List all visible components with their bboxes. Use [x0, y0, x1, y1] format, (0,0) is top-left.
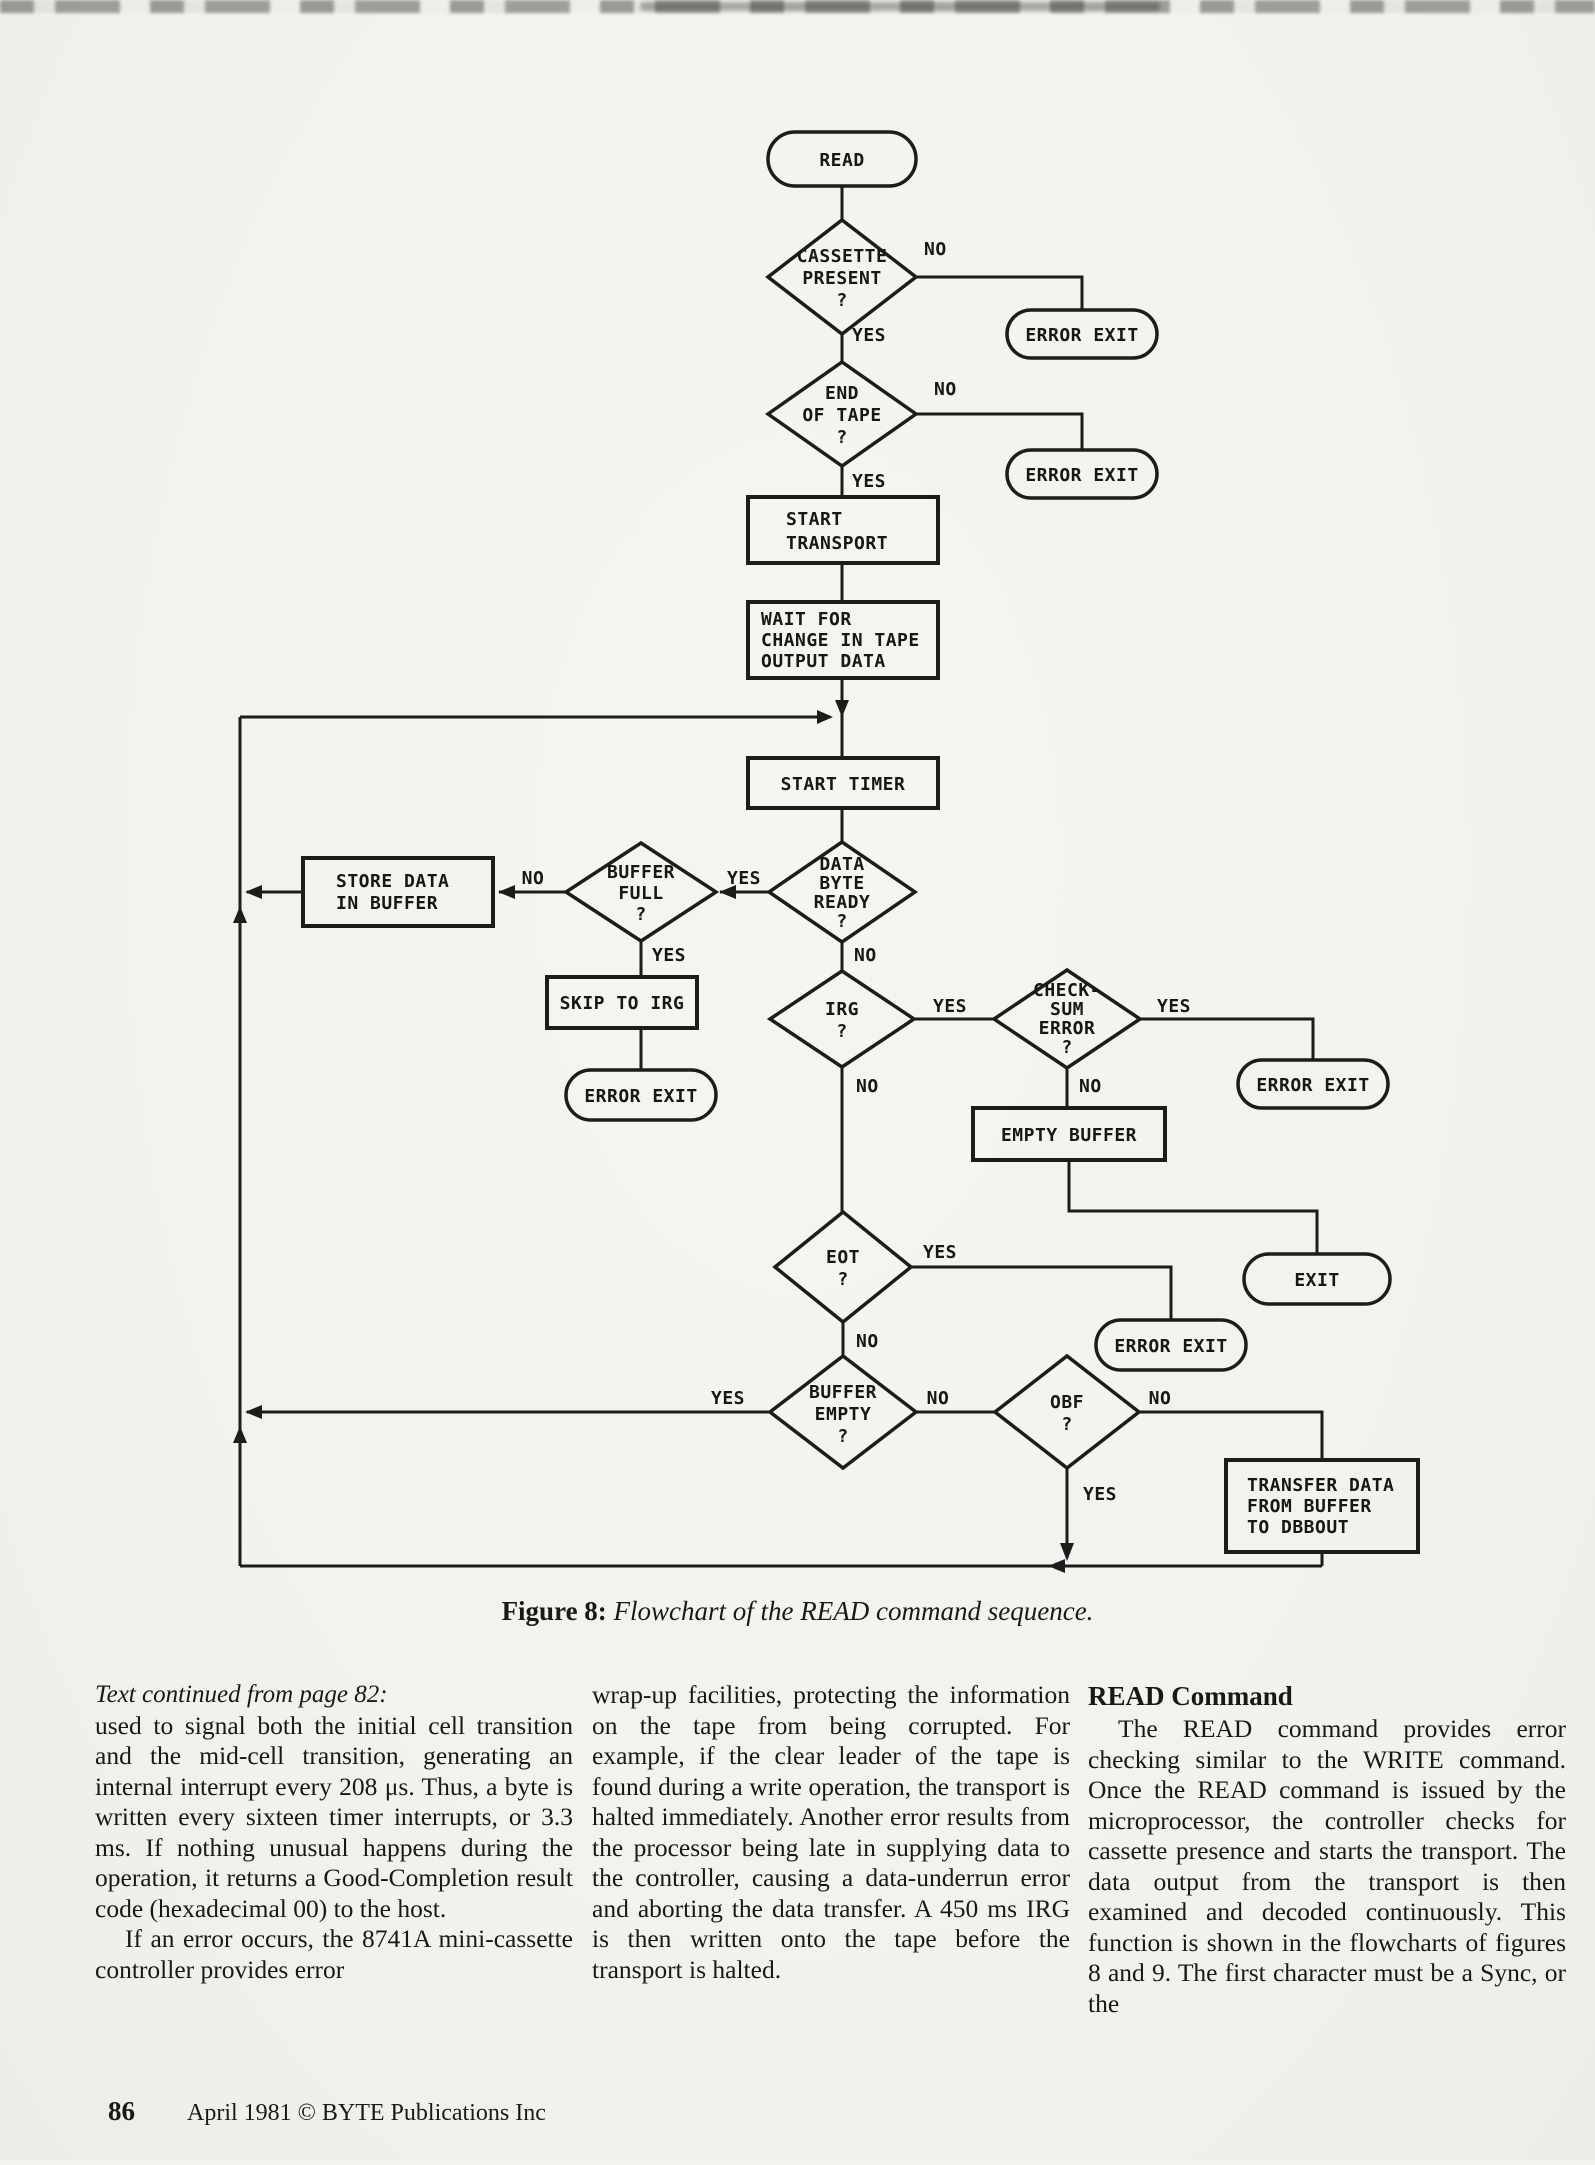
end-of-tape-line1: END	[824, 383, 860, 404]
label-no-endtape: NO	[934, 379, 957, 400]
error-exit-1-label: ERROR EXIT	[1025, 325, 1139, 346]
irg-line1: IRG	[824, 999, 860, 1020]
label-no-bufferempty: NO	[926, 1388, 950, 1409]
label-yes-eot: YES	[922, 1242, 958, 1263]
buffer-full-line2: FULL	[618, 883, 664, 904]
article-column-1	[95, 1680, 573, 1985]
node-eot	[775, 1212, 911, 1322]
label-yes-bufferempty: YES	[710, 1388, 746, 1409]
error-exit-2-label: ERROR EXIT	[1025, 465, 1139, 486]
node-error-exit-4	[1238, 1060, 1388, 1108]
node-cassette-present	[768, 220, 916, 334]
scan-artifact-smudge	[640, 2, 1160, 11]
exit-label: EXIT	[1294, 1270, 1340, 1291]
data-byte-ready-line3: READY	[813, 892, 871, 913]
store-data-line1: STORE DATA	[336, 871, 450, 892]
wait-line3: OUTPUT DATA	[761, 651, 886, 672]
error-exit-5-label: ERROR EXIT	[1114, 1336, 1228, 1357]
node-error-exit-2	[1007, 450, 1157, 498]
node-skip-to-irg	[547, 977, 697, 1028]
transfer-line3: TO DBBOUT	[1247, 1517, 1350, 1538]
checksum-error-line2: SUM	[1049, 999, 1085, 1020]
column2-paragraph-1: wrap-up facilities, protecting the information on the tape from being corrupted. For example, if the clear leader of the tape is found during a write operation, the transport is halted immediately. Another error results from the processor being late in supplying data to the controller, causing a data-underrun error and aborting the data transfer. A 450 ms IRG is then written onto the tape before the transport is halted.	[592, 1680, 1070, 1984]
cassette-present-line2: PRESENT	[802, 268, 882, 289]
page-number: 86	[108, 2096, 135, 2126]
label-yes-irg: YES	[932, 996, 968, 1017]
node-error-exit-1	[1007, 310, 1157, 358]
data-byte-ready-line1: DATA	[819, 854, 865, 875]
figure-caption-text: Flowchart of the READ command sequence.	[606, 1596, 1094, 1626]
checksum-error-line1: CHECK-	[1032, 980, 1102, 1001]
start-timer-label: START TIMER	[780, 774, 906, 795]
wait-line2: CHANGE IN TAPE	[761, 630, 920, 651]
transfer-line2: FROM BUFFER	[1247, 1496, 1372, 1517]
node-store-data	[303, 858, 493, 926]
node-read	[768, 132, 916, 186]
data-byte-ready-line2: BYTE	[819, 873, 865, 894]
cassette-present-line3: ?	[836, 290, 848, 311]
obf-line2: ?	[1061, 1414, 1073, 1435]
node-error-exit-3	[566, 1070, 716, 1120]
label-yes-checksum: YES	[1156, 996, 1192, 1017]
checksum-error-line3: ERROR	[1038, 1018, 1096, 1039]
article-column-3	[1088, 1680, 1566, 2019]
node-end-of-tape	[768, 362, 916, 466]
node-obf	[995, 1356, 1139, 1468]
continued-note: Text continued from page 82:	[95, 1681, 388, 1708]
node-buffer-full	[566, 843, 716, 941]
buffer-full-line3: ?	[635, 904, 647, 925]
node-empty-buffer	[973, 1108, 1165, 1160]
figure-caption-number: Figure 8:	[501, 1596, 607, 1626]
node-checksum-error	[994, 970, 1140, 1068]
checksum-error-line4: ?	[1061, 1037, 1073, 1058]
node-start-timer	[748, 758, 938, 808]
label-no-bufferfull: NO	[521, 868, 545, 889]
error-exit-3-label: ERROR EXIT	[584, 1086, 698, 1107]
label-no-checksum: NO	[1079, 1076, 1102, 1097]
eot-line2: ?	[837, 1269, 849, 1290]
skip-to-irg-label: SKIP TO IRG	[559, 993, 685, 1014]
start-transport-line1: START	[786, 509, 843, 530]
transfer-line1: TRANSFER DATA	[1247, 1475, 1395, 1496]
label-yes-obf: YES	[1083, 1484, 1118, 1505]
article-column-2	[592, 1680, 1070, 1985]
label-yes-endtape: YES	[852, 471, 887, 492]
label-no-obf: NO	[1148, 1388, 1172, 1409]
node-start-transport	[748, 497, 938, 563]
node-data-byte-ready	[769, 842, 915, 942]
buffer-full-line1: BUFFER	[606, 862, 676, 883]
buffer-empty-line3: ?	[837, 1426, 849, 1447]
section-heading-read-command: READ Command	[1088, 1681, 1293, 1711]
node-buffer-empty	[770, 1356, 916, 1468]
end-of-tape-line3: ?	[836, 427, 848, 448]
obf-line1: OBF	[1049, 1392, 1085, 1413]
buffer-empty-line1: BUFFER	[808, 1382, 878, 1403]
cassette-present-line1: CASSETTE	[796, 246, 888, 267]
wait-line1: WAIT FOR	[761, 609, 852, 630]
store-data-line2: IN BUFFER	[336, 893, 439, 914]
figure-caption	[0, 1596, 1595, 1627]
node-wait-for-change	[748, 602, 938, 678]
start-transport-line2: TRANSPORT	[786, 533, 889, 554]
buffer-empty-line2: EMPTY	[814, 1404, 872, 1425]
label-yes-bufferfull: YES	[652, 945, 687, 966]
label-yes-cassette: YES	[852, 325, 887, 346]
node-irg	[770, 971, 914, 1067]
label-no-irg: NO	[856, 1076, 879, 1097]
end-of-tape-line2: OF TAPE	[802, 405, 882, 426]
irg-line2: ?	[836, 1021, 848, 1042]
empty-buffer-label: EMPTY BUFFER	[1000, 1125, 1138, 1146]
flow-arrowheads	[233, 700, 1074, 1573]
label-yes-databyte: YES	[726, 868, 762, 889]
label-no-databyte: NO	[854, 945, 877, 966]
error-exit-4-label: ERROR EXIT	[1256, 1075, 1370, 1096]
node-error-exit-5	[1096, 1320, 1246, 1370]
column3-paragraph-1: The READ command provides error checking similar to the WRITE command. Once the READ command is issued by the microprocessor, the controller checks for cassette presence and starts the transport. The data output from the transport is then examined and decoded continuously. This function is shown in the flowcharts of figures 8 and 9. The first character must be a Sync, or the	[1088, 1714, 1566, 2018]
footer-imprint: April 1981 © BYTE Publications Inc	[187, 2100, 546, 2126]
label-no-eot: NO	[856, 1331, 879, 1352]
data-byte-ready-line4: ?	[836, 911, 848, 932]
column1-paragraph-2: If an error occurs, the 8741A mini-cassette controller provides error	[95, 1924, 573, 1984]
label-no-cassette: NO	[924, 239, 947, 260]
column1-paragraph-1: used to signal both the initial cell transition and the mid-cell transition, generating an internal interrupt every 208 μs. Thus, a byte is written every sixteen timer interrupts, or 3.3 ms. If nothing unusual happens during the operation, it returns a Good-Completion result code (hexadecimal 00) to the host.	[95, 1710, 573, 1923]
node-transfer-data	[1226, 1460, 1418, 1552]
node-exit	[1244, 1254, 1390, 1304]
page-footer	[108, 2096, 546, 2127]
read-terminal-label: READ	[819, 150, 865, 171]
eot-line1: EOT	[825, 1247, 861, 1268]
store-data-shape	[303, 858, 493, 926]
